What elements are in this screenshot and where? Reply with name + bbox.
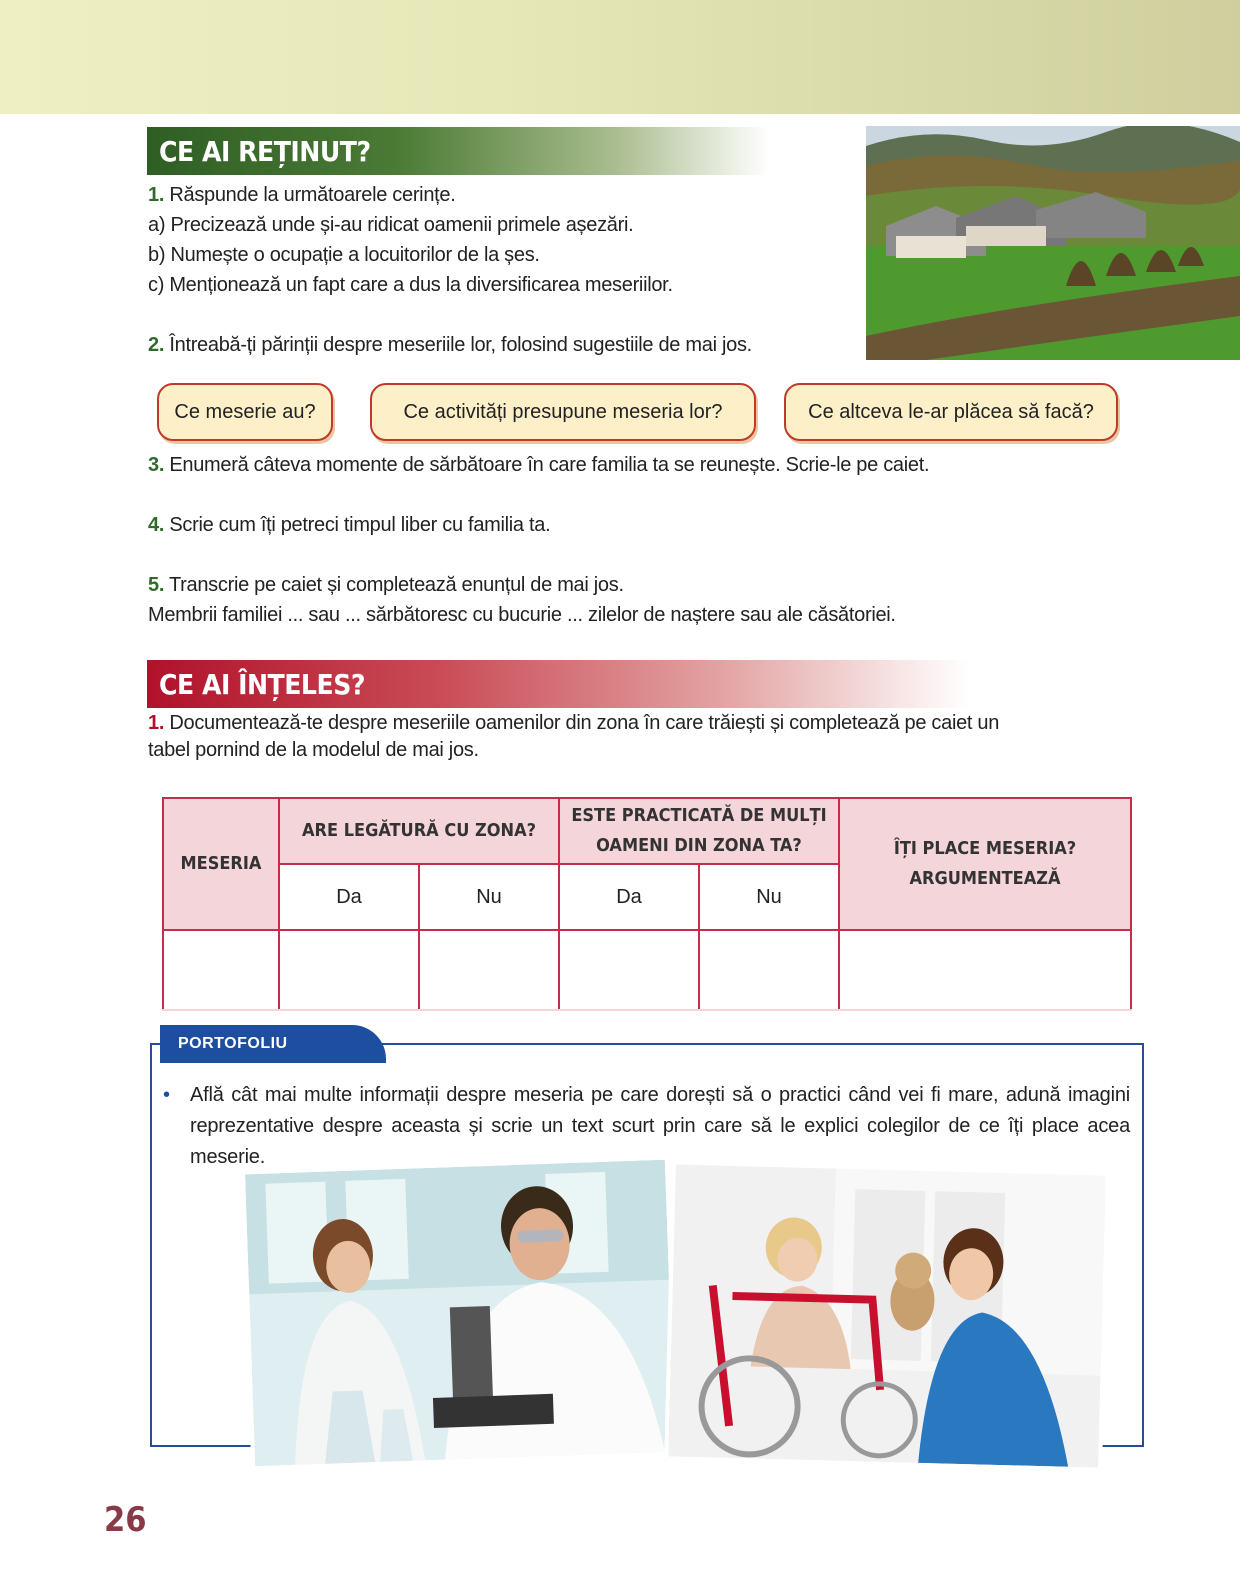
table-cell [279, 930, 419, 1010]
question-text: Întreabă-ți părinții despre meseriile lor, folosind sugestiile de mai jos. [169, 334, 752, 356]
portofoliu-text: Află cât mai multe informații despre meseria pe care dorești să o practici când vei fi mare, adună imagini reprezentative despre aceasta și scrie un text scurt prin care să le explici colegilor de ce îți place acea meserie. [190, 1084, 1130, 1168]
question-text: Transcrie pe caiet și completează enunțul de mai jos. [169, 574, 624, 596]
subheader-da: Da [279, 864, 419, 930]
question-1b: b) Numește o ocupație a locuitorilor de la șes. [148, 244, 540, 266]
subheader-da: Da [559, 864, 699, 930]
question-number: 4. [148, 514, 165, 536]
question-text: Scrie cum îți petreci timpul liber cu familia ta. [169, 514, 551, 536]
table-cell [559, 930, 699, 1010]
question-text: Răspunde la următoarele cerințe. [169, 184, 456, 206]
suggestion-activitati: Ce activități presupune meseria lor? [370, 383, 756, 441]
portofoliu-label: PORTOFOLIU [160, 1025, 386, 1063]
header-practicata-line2: OAMENI DIN ZONA TA? [596, 835, 802, 856]
laboratory-scientists-photo [245, 1160, 675, 1466]
question-1 [148, 180, 455, 210]
table-row [163, 930, 1131, 1010]
village-landscape-photo [866, 126, 1240, 360]
question-number: 2. [148, 334, 165, 356]
question-4 [148, 510, 550, 540]
occupations-model-table [162, 797, 1132, 1011]
question-5 [148, 570, 624, 600]
table-cell [839, 930, 1131, 1010]
page-number: 26 [104, 1500, 147, 1540]
top-color-band [0, 0, 1240, 114]
header-practicata [559, 798, 839, 864]
question-text: Enumeră câteva momente de sărbătoare în care familia ta se reunește. Scrie-le pe caiet. [169, 454, 930, 476]
header-iti-place [839, 798, 1131, 930]
table-cell [163, 930, 279, 1010]
header-practicata-line1: ESTE PRACTICATĂ DE MULȚI [571, 805, 827, 826]
section-title-ce-ai-retinut: CE AI REȚINUT? [147, 127, 769, 175]
question-1c: c) Menționează un fapt care a dus la diversificarea meseriilor. [148, 274, 673, 296]
header-meseria: MESERIA [163, 798, 279, 930]
header-iti-place-line1: ÎȚI PLACE MESERIA? [893, 838, 1077, 859]
table-cell [419, 930, 559, 1010]
question-3 [148, 450, 929, 480]
section-title-ce-ai-inteles: CE AI ÎNȚELES? [147, 660, 969, 708]
subheader-nu: Nu [699, 864, 839, 930]
bullet-icon: • [163, 1084, 171, 1106]
table-cell [699, 930, 839, 1010]
header-legatura-zona: ARE LEGĂTURĂ CU ZONA? [279, 798, 559, 864]
question-5-sentence: Membrii familiei ... sau ... sărbătoresc cu bucurie ... zilelor de naștere sau ale căsătoriei. [148, 604, 896, 626]
suggestion-ce-meserie-au: Ce meserie au? [157, 383, 333, 441]
question-number: 1. [148, 184, 165, 206]
section2-question-1 [148, 708, 999, 738]
suggestion-altceva: Ce altceva le-ar plăcea să facă? [784, 383, 1118, 441]
question-1a: a) Precizează unde și-au ridicat oamenii primele așezări. [148, 214, 634, 236]
header-iti-place-line2: ARGUMENTEAZĂ [909, 868, 1061, 889]
question-2 [148, 330, 752, 360]
question-text: Documentează-te despre meseriile oamenilor din zona în care trăiești și completează pe caiet un [169, 712, 1000, 734]
nurse-child-wheelchair-photo [668, 1164, 1105, 1467]
section2-question-1-line2: tabel pornind de la modelul de mai jos. [148, 739, 479, 761]
question-number: 1. [148, 712, 165, 734]
question-number: 5. [148, 574, 165, 596]
subheader-nu: Nu [419, 864, 559, 930]
question-number: 3. [148, 454, 165, 476]
